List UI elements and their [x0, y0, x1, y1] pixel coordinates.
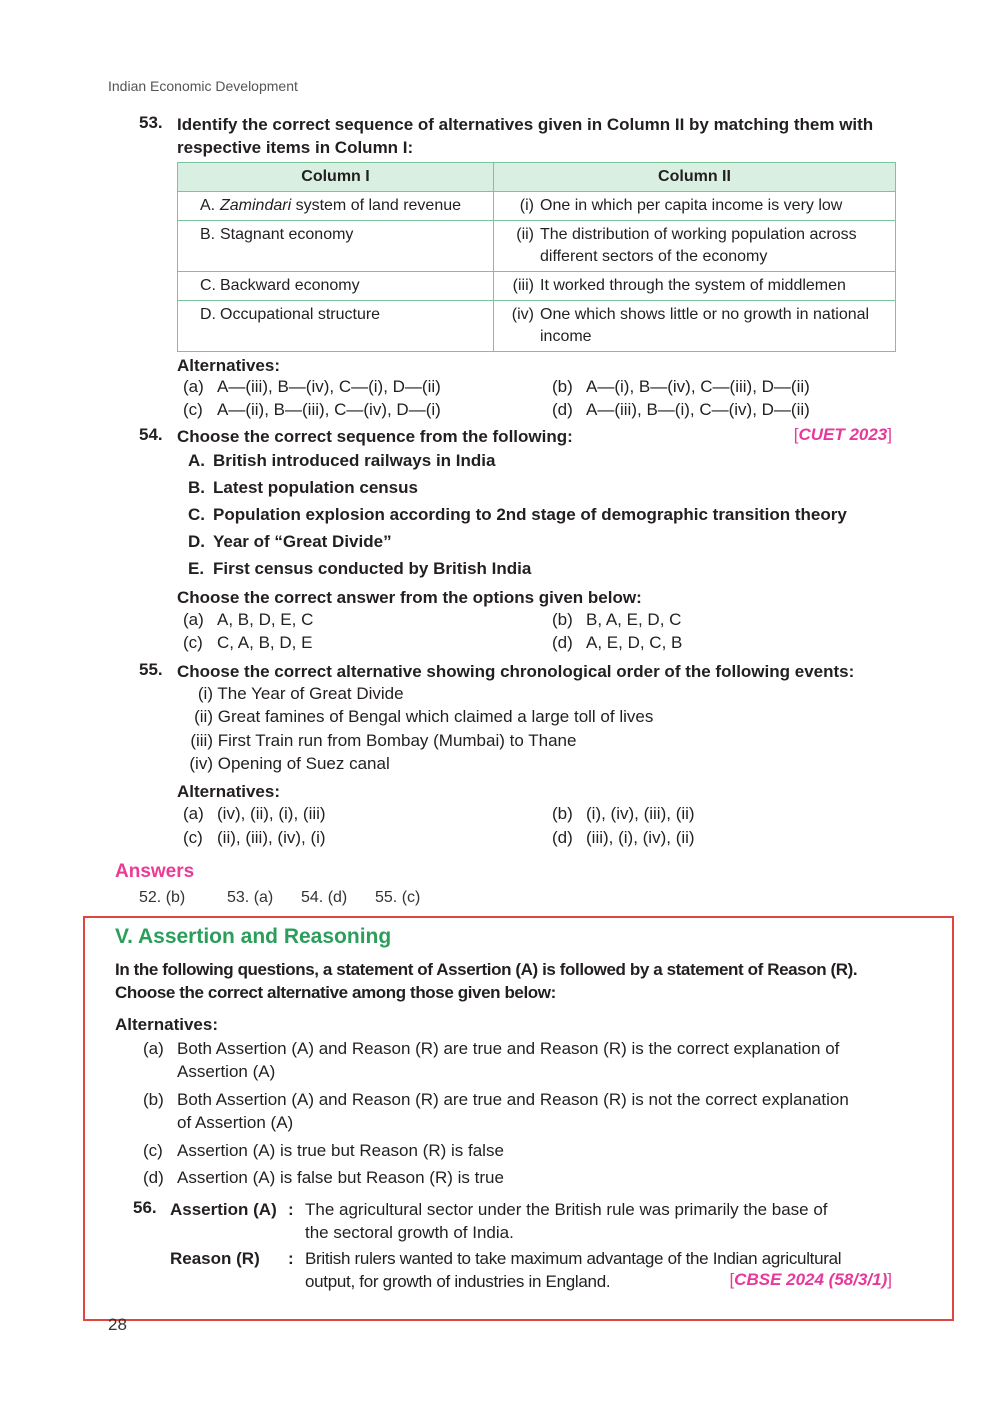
source-tag-cbse: [CBSE 2024 (58/3/1)]: [729, 1270, 892, 1289]
question-55-number: 55.: [139, 660, 163, 679]
option-label: (b): [552, 377, 573, 396]
row-label: (iv): [511, 306, 534, 323]
page-number: 28: [108, 1315, 127, 1334]
option-b[interactable]: [552, 375, 810, 398]
column-2-cell: [540, 224, 857, 268]
source-text: CBSE 2024 (58/3/1): [734, 1270, 888, 1289]
row-label: (ii): [516, 226, 534, 243]
column-2-header: Column II: [494, 163, 896, 192]
item-text: Year of “Great Divide”: [213, 532, 392, 551]
question-53-line2: respective items in Column I:: [177, 138, 414, 157]
cell-line: different sectors of the economy: [540, 248, 768, 265]
text-line: output, for growth of industries in England.: [305, 1272, 611, 1291]
option-label: (c): [143, 1141, 163, 1160]
item-label: E.: [188, 559, 205, 578]
option-label: (b): [552, 804, 573, 823]
ar-alternative-b: [143, 1088, 893, 1134]
option-a[interactable]: [183, 375, 441, 398]
option-text: (iv), (ii), (i), (iii): [217, 804, 326, 823]
option-text: Assertion (A) is false but Reason (R) is true: [177, 1168, 504, 1187]
sequence-item: [188, 530, 392, 553]
sequence-item: [188, 476, 418, 499]
option-b[interactable]: [552, 802, 695, 825]
option-label: (a): [183, 610, 204, 629]
column-1-cell: system of land revenue: [291, 197, 462, 214]
ar-alternative-d: [143, 1166, 504, 1189]
assertion-label: Assertion (A): [170, 1200, 277, 1219]
row-label: D.: [200, 306, 216, 323]
row-label: C.: [200, 277, 216, 294]
option-text: A, B, D, E, C: [217, 610, 314, 629]
text-line: Assertion (A): [177, 1062, 276, 1081]
option-a[interactable]: [183, 608, 313, 631]
option-label: (b): [552, 610, 573, 629]
cell-line: It worked through the system of middlemen: [540, 277, 846, 294]
column-1-header: Column I: [178, 163, 494, 192]
item-text: British introduced railways in India: [213, 451, 496, 470]
ar-alternative-a: [143, 1037, 893, 1083]
question-54-number: 54.: [139, 425, 163, 444]
row-label: B.: [200, 226, 216, 243]
option-label: (c): [183, 633, 203, 652]
section-intro: [115, 958, 857, 1004]
item-text: Latest population census: [213, 478, 418, 497]
question-53-number: 53.: [139, 113, 163, 132]
option-label: (b): [143, 1090, 164, 1109]
cell-line: The distribution of working population across: [540, 226, 857, 243]
option-text: (iii), (i), (iv), (ii): [586, 828, 695, 847]
item-text: Great famines of Bengal which claimed a large toll of lives: [217, 707, 654, 726]
item-text: First census conducted by British India: [213, 559, 532, 578]
question-56-number: 56.: [133, 1198, 157, 1217]
item-text: First Train run from Bombay (Mumbai) to Thane: [217, 731, 577, 750]
column-1-cell: Occupational structure: [220, 306, 381, 323]
option-text: A—(iii), B—(i), C—(iv), D—(ii): [586, 400, 810, 419]
column-1-cell: Stagnant economy: [220, 226, 354, 243]
item-label: C.: [188, 505, 205, 524]
cell-line: One which shows little or no growth in national: [540, 306, 870, 323]
option-label: (d): [552, 828, 573, 847]
question-53-line1: Identify the correct sequence of alternatives given in Column II by matching them with: [177, 115, 874, 134]
option-text: C, A, B, D, E: [217, 633, 313, 652]
source-text: CUET 2023: [798, 425, 888, 444]
column-2-cell: [540, 304, 869, 348]
item-text: Opening of Suez canal: [217, 754, 390, 773]
text-line: Both Assertion (A) and Reason (R) are true and Reason (R) is not the correct explanation: [177, 1090, 849, 1109]
option-label: (c): [183, 828, 203, 847]
match-table: [177, 162, 896, 352]
item-label: A.: [188, 451, 205, 470]
source-tag-cuet: [CUET 2023]: [793, 425, 892, 444]
option-text: (i), (iv), (iii), (ii): [586, 804, 695, 823]
option-text: B, A, E, D, C: [586, 610, 682, 629]
intro-line1: In the following questions, a statement of Assertion (A) is followed by a statement of Reason (R).: [115, 960, 858, 979]
text-line: British rulers wanted to take maximum advantage of the Indian agricultural: [305, 1249, 842, 1268]
row-label: A.: [200, 197, 216, 214]
option-text: A—(i), B—(iv), C—(iii), D—(ii): [586, 377, 810, 396]
option-label: (d): [143, 1168, 164, 1187]
option-label: (c): [183, 400, 203, 419]
sequence-item: [188, 503, 847, 526]
cell-line: One in which per capita income is very low: [540, 197, 843, 214]
table-row: [178, 221, 896, 272]
italic-term: Zamindari: [220, 197, 292, 214]
option-label: (a): [183, 804, 204, 823]
ar-alternative-c: [143, 1139, 504, 1162]
question-54-text: Choose the correct sequence from the following:: [177, 427, 573, 446]
text-line: Both Assertion (A) and Reason (R) are true and Reason (R) is the correct explanation of: [177, 1039, 840, 1058]
event-item: [178, 752, 390, 775]
question-53-text: [177, 113, 873, 159]
option-text: (ii), (iii), (iv), (i): [217, 828, 326, 847]
table-row: [178, 272, 896, 301]
options-prompt: Choose the correct answer from the options given below:: [177, 588, 642, 607]
table-header-row: [178, 163, 896, 192]
alternatives-label: Alternatives:: [177, 356, 280, 375]
column-1-cell: Backward economy: [220, 277, 360, 294]
option-text: A—(ii), B—(iii), C—(iv), D—(i): [217, 400, 441, 419]
option-c[interactable]: [183, 631, 312, 654]
item-text: Population explosion according to 2nd stage of demographic transition theory: [213, 505, 847, 524]
sequence-item: [188, 449, 495, 472]
table-row: [178, 301, 896, 352]
option-d[interactable]: [552, 631, 682, 654]
item-label: (ii): [194, 707, 213, 726]
option-text: [177, 1088, 849, 1134]
option-c[interactable]: [183, 398, 441, 421]
reason-colon: :: [288, 1249, 294, 1268]
answer-item: 54. (d): [301, 889, 348, 906]
option-text: A, E, D, C, B: [586, 633, 683, 652]
answer-item: 55. (c): [375, 889, 421, 906]
item-label: B.: [188, 478, 205, 497]
item-label: (i): [197, 684, 213, 703]
table-row: [178, 192, 896, 221]
option-a[interactable]: [183, 802, 326, 825]
event-item: [178, 705, 653, 728]
option-text: Assertion (A) is true but Reason (R) is false: [177, 1141, 504, 1160]
option-label: (a): [143, 1039, 164, 1058]
sequence-item: [188, 557, 531, 580]
option-label: (d): [552, 633, 573, 652]
option-text: A—(iii), B—(iv), C—(i), D—(ii): [217, 377, 441, 396]
row-label: (i): [519, 197, 534, 214]
option-label: (a): [183, 377, 204, 396]
item-label: (iii): [190, 731, 213, 750]
item-label: (iv): [189, 754, 213, 773]
option-d[interactable]: [552, 398, 810, 421]
option-d[interactable]: [552, 826, 695, 849]
option-label: (d): [552, 400, 573, 419]
option-c[interactable]: [183, 826, 326, 849]
intro-line2: Choose the correct alternative among those given below:: [115, 983, 556, 1002]
answer-item: 52. (b): [139, 889, 186, 906]
answer-item: 53. (a): [227, 889, 274, 906]
running-head: Indian Economic Development: [108, 78, 298, 94]
assertion-text: [305, 1198, 828, 1244]
question-55-text: Choose the correct alternative showing chronological order of the following events:: [177, 662, 855, 681]
event-item: [178, 729, 576, 752]
alternatives-label: Alternatives:: [177, 782, 280, 801]
text-line: of Assertion (A): [177, 1113, 294, 1132]
option-b[interactable]: [552, 608, 681, 631]
event-item: [178, 682, 404, 705]
section-title: V. Assertion and Reasoning: [115, 925, 392, 948]
assertion-colon: :: [288, 1200, 294, 1219]
item-label: D.: [188, 532, 205, 551]
cell-line: income: [540, 328, 592, 345]
column-2-cell: [540, 195, 842, 217]
alternatives-label: Alternatives:: [115, 1015, 218, 1034]
answers-heading: Answers: [115, 861, 195, 882]
text-line: The agricultural sector under the British rule was primarily the base of: [305, 1200, 828, 1219]
option-text: [177, 1037, 839, 1083]
item-text: The Year of Great Divide: [217, 684, 404, 703]
text-line: the sectoral growth of India.: [305, 1223, 514, 1242]
reason-label: Reason (R): [170, 1249, 260, 1268]
row-label: (iii): [512, 277, 534, 294]
column-2-cell: [540, 275, 846, 297]
